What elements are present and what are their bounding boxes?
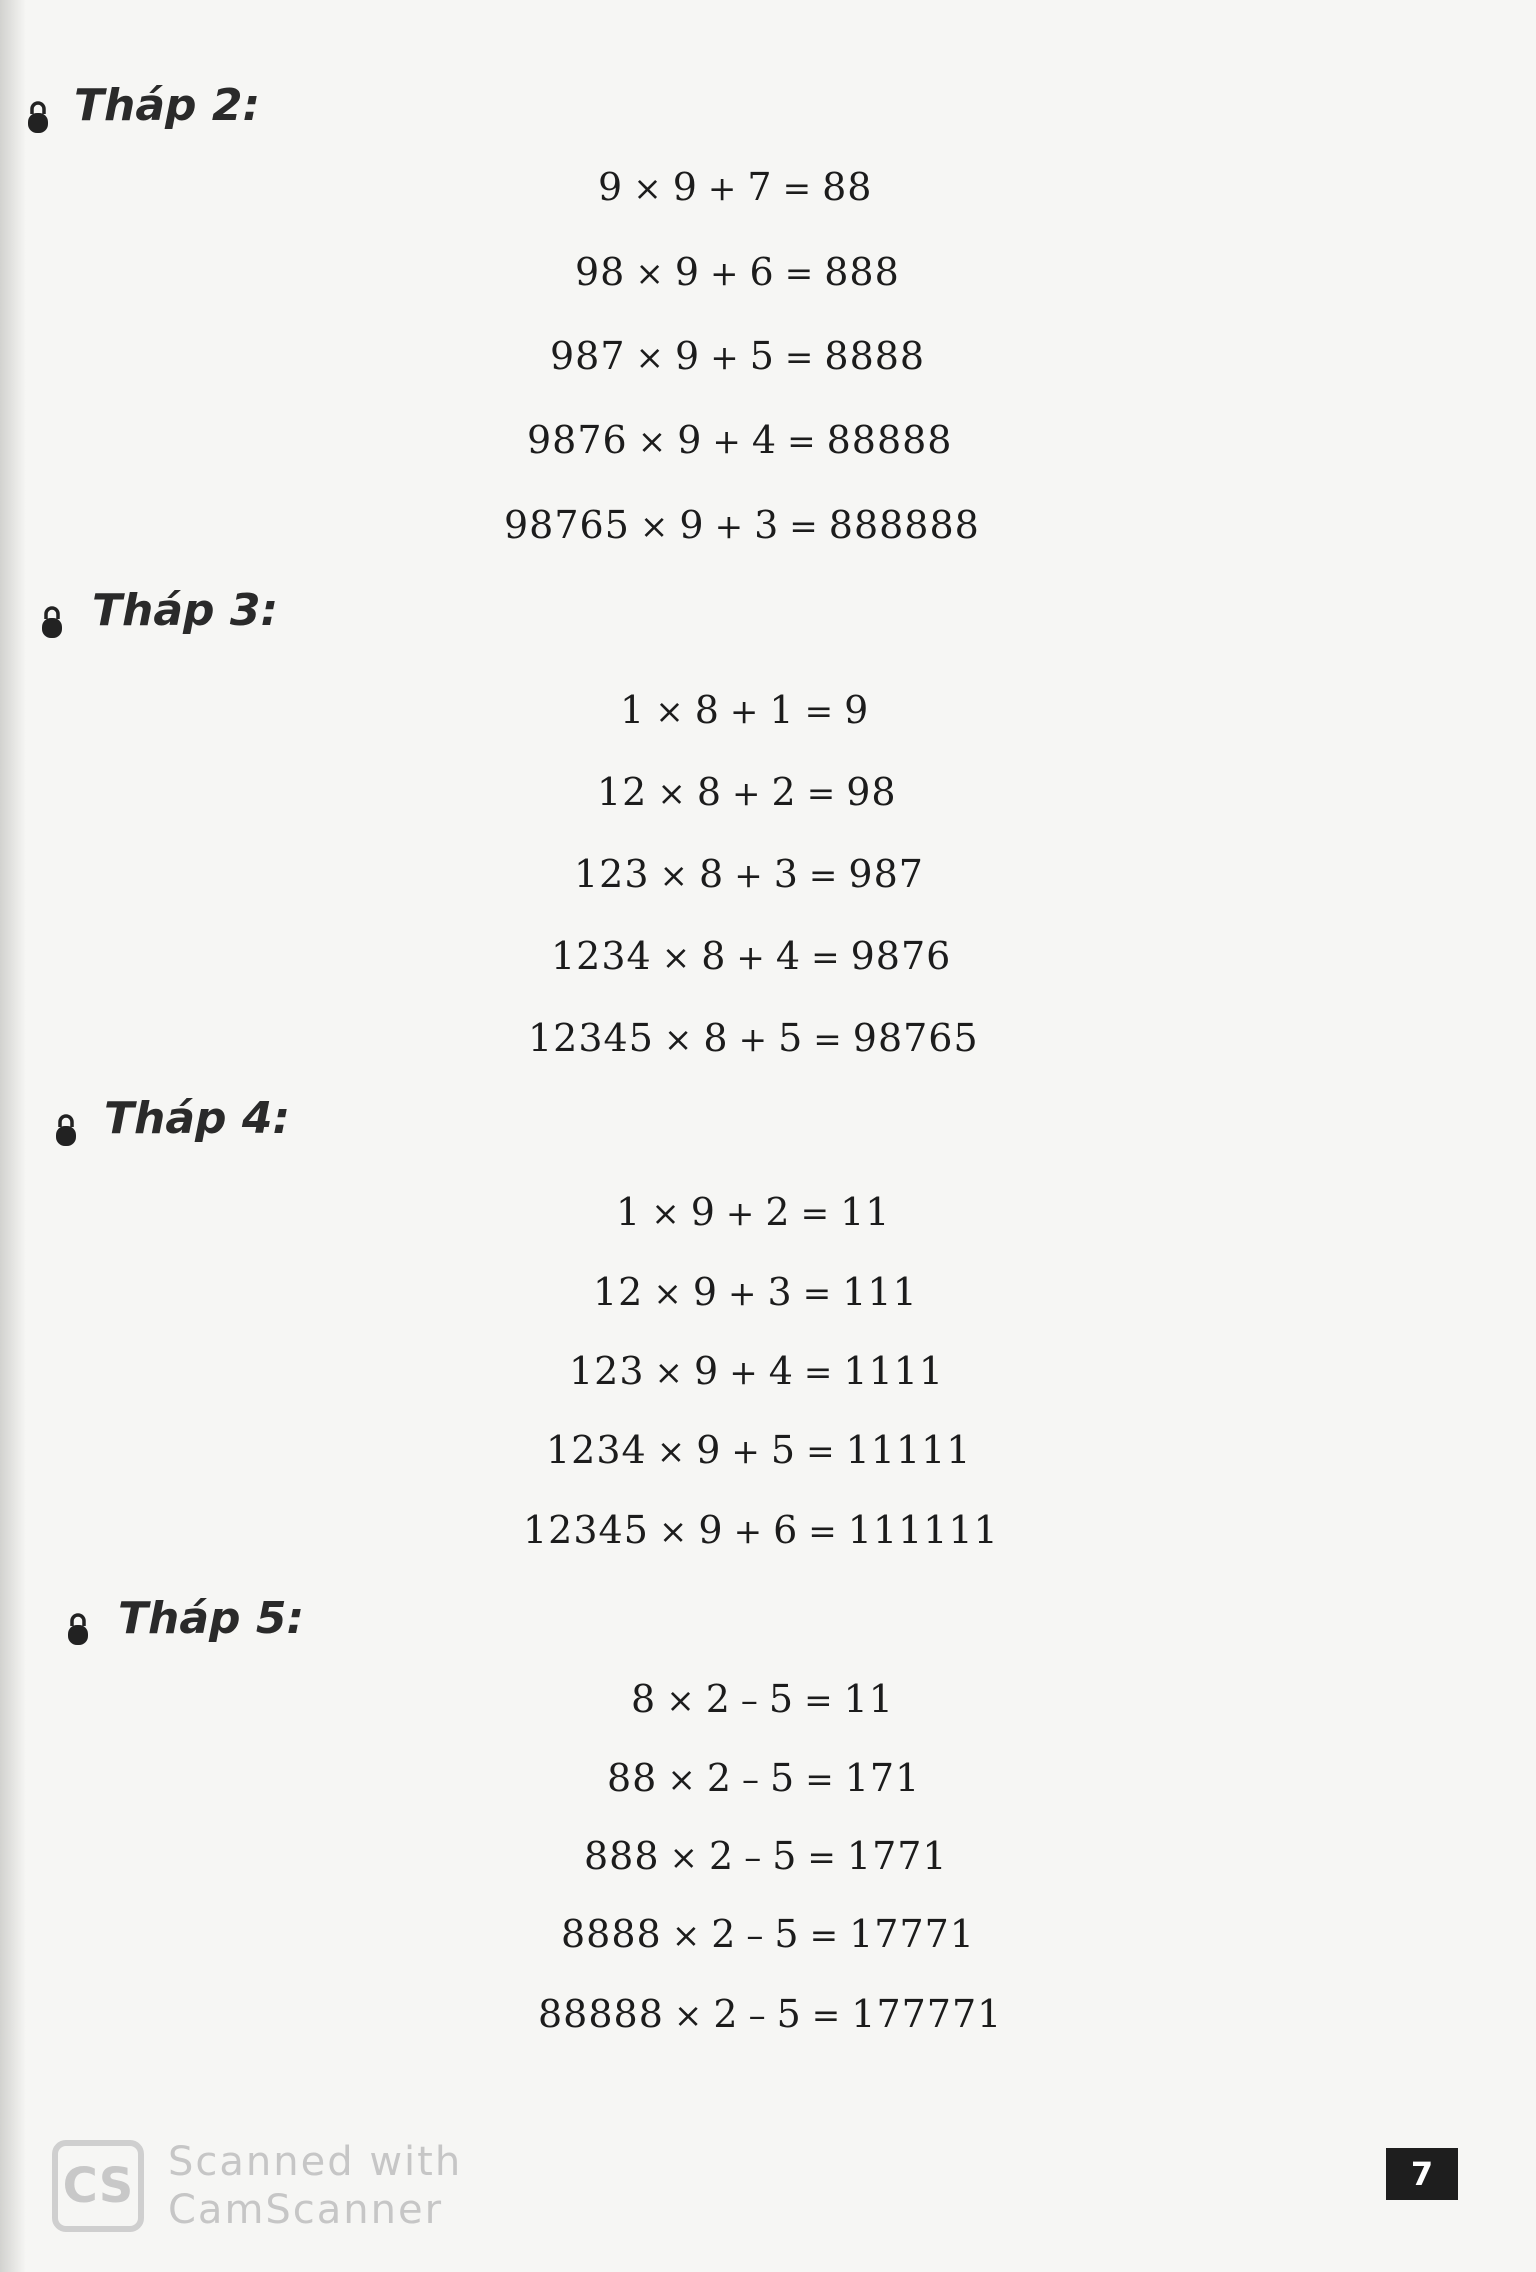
- equation-row: [584, 1834, 948, 1878]
- equals-sign: =: [807, 1838, 837, 1878]
- section-title: Tháp 5:: [118, 1593, 305, 1644]
- operator-sign: +: [725, 1194, 756, 1234]
- multiply-sign: ×: [656, 1432, 687, 1472]
- operand-a: 12345: [523, 1508, 649, 1552]
- operand-c: 6: [749, 250, 775, 294]
- operator-sign: +: [728, 1274, 758, 1314]
- padlock-bullet-icon: [40, 605, 64, 639]
- equation-row: [631, 1677, 894, 1721]
- equation-row: [523, 1508, 999, 1552]
- equation-row: [620, 688, 869, 732]
- operand-a: 9876: [527, 418, 628, 462]
- camscanner-logo: CS: [52, 2140, 144, 2232]
- section-title: Tháp 2:: [74, 80, 261, 131]
- operand-a: 12: [593, 1270, 644, 1314]
- operand-a: 123: [569, 1349, 645, 1393]
- equals-sign: =: [809, 1916, 840, 1956]
- equation-row: [504, 503, 980, 547]
- result: 1111: [843, 1349, 945, 1393]
- operand-b: 9: [694, 1349, 720, 1393]
- equation-row: [598, 165, 872, 209]
- operand-b: 8: [703, 1016, 729, 1060]
- result: 88: [822, 165, 873, 209]
- result: 987: [848, 852, 924, 896]
- equals-sign: =: [808, 1512, 838, 1552]
- equals-sign: =: [804, 692, 835, 732]
- equation-row: [538, 1992, 1002, 2036]
- operator-sign: +: [736, 938, 766, 978]
- multiply-sign: ×: [673, 1996, 704, 2036]
- padlock-bullet-icon: [54, 1113, 78, 1147]
- section-title: Tháp 3:: [92, 585, 279, 636]
- equation-row: [528, 1016, 979, 1060]
- equals-sign: =: [811, 1996, 842, 2036]
- equation-row: [561, 1912, 975, 1956]
- operand-b: 2: [711, 1912, 737, 1956]
- equation-row: [569, 1349, 944, 1393]
- padlock-bullet-icon: [26, 100, 50, 134]
- operand-c: 4: [768, 1349, 794, 1393]
- operand-c: 6: [773, 1508, 799, 1552]
- multiply-sign: ×: [661, 938, 692, 978]
- operand-c: 5: [770, 1756, 796, 1800]
- result: 98: [846, 770, 897, 814]
- scanner-line-1: Scanned with: [168, 2139, 463, 2185]
- result: 111: [842, 1270, 918, 1314]
- multiply-sign: ×: [671, 1916, 702, 1956]
- operand-c: 7: [747, 165, 773, 209]
- multiply-sign: ×: [666, 1681, 696, 1721]
- operand-c: 5: [768, 1677, 795, 1721]
- operand-c: 5: [749, 334, 775, 378]
- operand-b: 9: [698, 1508, 724, 1552]
- operator-sign: –: [748, 1996, 767, 2036]
- multiply-sign: ×: [639, 507, 670, 547]
- operator-sign: –: [742, 1760, 761, 1800]
- operand-a: 1: [616, 1190, 642, 1234]
- page-edge-shadow: [0, 0, 26, 2272]
- operand-a: 8888: [561, 1912, 662, 1956]
- equals-sign: =: [805, 1760, 835, 1800]
- multiply-sign: ×: [663, 1020, 694, 1060]
- operand-b: 2: [709, 1834, 735, 1878]
- multiply-sign: ×: [654, 1353, 685, 1393]
- result: 1771: [846, 1834, 948, 1878]
- equals-sign: =: [784, 254, 815, 294]
- operand-a: 123: [574, 852, 650, 896]
- operand-b: 8: [699, 852, 725, 896]
- equation-row: [575, 250, 900, 294]
- operator-sign: +: [734, 856, 764, 896]
- multiply-sign: ×: [658, 1512, 689, 1552]
- result: 88888: [826, 418, 953, 462]
- result: 888888: [828, 503, 980, 547]
- equation-row: [546, 1428, 971, 1472]
- equals-sign: =: [808, 856, 839, 896]
- equation-row: [551, 934, 951, 978]
- operand-c: 5: [772, 1834, 798, 1878]
- multiply-sign: ×: [657, 774, 687, 814]
- result: 111111: [847, 1508, 999, 1552]
- operator-sign: +: [714, 507, 745, 547]
- equation-row: [574, 852, 924, 896]
- operand-a: 88: [607, 1756, 658, 1800]
- operator-sign: +: [738, 1020, 769, 1060]
- operand-a: 12: [597, 770, 648, 814]
- operand-a: 88888: [538, 1992, 664, 2036]
- operand-a: 8: [631, 1677, 657, 1721]
- operand-b: 9: [674, 250, 701, 294]
- operand-b: 9: [679, 503, 705, 547]
- multiply-sign: ×: [637, 422, 668, 462]
- operand-c: 5: [778, 1016, 804, 1060]
- page-number: 7: [1386, 2148, 1458, 2200]
- operator-sign: +: [729, 1353, 759, 1393]
- operand-a: 1: [620, 688, 646, 732]
- operand-b: 8: [696, 770, 723, 814]
- equation-row: [550, 334, 925, 378]
- equation-row: [527, 418, 952, 462]
- equals-sign: =: [811, 938, 841, 978]
- equals-sign: =: [813, 1020, 843, 1060]
- padlock-bullet-icon: [66, 1612, 90, 1646]
- result: 888: [824, 250, 900, 294]
- operand-c: 5: [770, 1428, 797, 1472]
- operand-c: 3: [754, 503, 780, 547]
- operand-b: 8: [701, 934, 727, 978]
- operand-b: 2: [705, 1677, 731, 1721]
- operand-a: 98765: [504, 503, 630, 547]
- equals-sign: =: [782, 169, 813, 209]
- operand-c: 3: [767, 1270, 793, 1314]
- operand-b: 2: [713, 1992, 739, 2036]
- operand-b: 9: [675, 334, 701, 378]
- operator-sign: +: [733, 1512, 764, 1552]
- operator-sign: +: [710, 338, 740, 378]
- operand-a: 1234: [551, 934, 652, 978]
- operator-sign: +: [729, 692, 760, 732]
- result: 9: [844, 688, 870, 732]
- operand-a: 98: [575, 250, 626, 294]
- multiply-sign: ×: [653, 1274, 683, 1314]
- section-title: Tháp 4:: [104, 1093, 291, 1144]
- multiply-sign: ×: [659, 856, 690, 896]
- equals-sign: =: [800, 1194, 831, 1234]
- operator-sign: –: [744, 1838, 763, 1878]
- operand-c: 5: [774, 1912, 800, 1956]
- multiply-sign: ×: [667, 1760, 697, 1800]
- camscanner-watermark: [52, 2138, 462, 2234]
- multiply-sign: ×: [635, 338, 666, 378]
- operator-sign: +: [731, 1432, 761, 1472]
- operand-b: 2: [706, 1756, 733, 1800]
- operand-c: 4: [751, 418, 778, 462]
- operand-b: 9: [696, 1428, 722, 1472]
- result: 177771: [851, 1992, 1003, 2036]
- equation-row: [607, 1756, 920, 1800]
- multiply-sign: ×: [633, 169, 663, 209]
- operand-a: 1234: [546, 1428, 647, 1472]
- equals-sign: =: [803, 1353, 834, 1393]
- operand-a: 9: [598, 165, 624, 209]
- equals-sign: =: [784, 338, 815, 378]
- equation-row: [616, 1190, 890, 1234]
- operand-a: 987: [550, 334, 626, 378]
- operand-b: 8: [694, 688, 720, 732]
- equals-sign: =: [806, 774, 837, 814]
- multiply-sign: ×: [655, 692, 685, 732]
- equals-sign: =: [789, 507, 819, 547]
- equals-sign: =: [787, 422, 817, 462]
- operator-sign: –: [740, 1681, 759, 1721]
- equals-sign: =: [802, 1274, 833, 1314]
- operand-b: 9: [692, 1270, 719, 1314]
- result: 98765: [852, 1016, 979, 1060]
- operand-c: 2: [765, 1190, 791, 1234]
- result: 17771: [849, 1912, 975, 1956]
- result: 11111: [845, 1428, 972, 1472]
- operator-sign: +: [732, 774, 762, 814]
- operator-sign: +: [712, 422, 742, 462]
- equation-row: [597, 770, 897, 814]
- operand-c: 2: [771, 770, 797, 814]
- operator-sign: –: [746, 1916, 765, 1956]
- multiply-sign: ×: [635, 254, 665, 294]
- multiply-sign: ×: [651, 1194, 681, 1234]
- operand-c: 3: [773, 852, 799, 896]
- operator-sign: +: [710, 254, 740, 294]
- result: 9876: [850, 934, 952, 978]
- operand-b: 9: [690, 1190, 716, 1234]
- result: 11: [840, 1190, 891, 1234]
- operand-b: 9: [677, 418, 703, 462]
- equals-sign: =: [804, 1681, 834, 1721]
- camscanner-text: [168, 2138, 462, 2234]
- operand-c: 5: [776, 1992, 802, 2036]
- result: 8888: [824, 334, 926, 378]
- scanner-line-2: CamScanner: [168, 2187, 444, 2233]
- operand-c: 4: [775, 934, 802, 978]
- operator-sign: +: [707, 169, 738, 209]
- result: 171: [844, 1756, 921, 1800]
- result: 11: [843, 1677, 894, 1721]
- operand-a: 888: [584, 1834, 660, 1878]
- equals-sign: =: [806, 1432, 836, 1472]
- equation-row: [593, 1270, 918, 1314]
- multiply-sign: ×: [669, 1838, 700, 1878]
- operand-a: 12345: [528, 1016, 654, 1060]
- operand-c: 1: [769, 688, 795, 732]
- operand-b: 9: [672, 165, 698, 209]
